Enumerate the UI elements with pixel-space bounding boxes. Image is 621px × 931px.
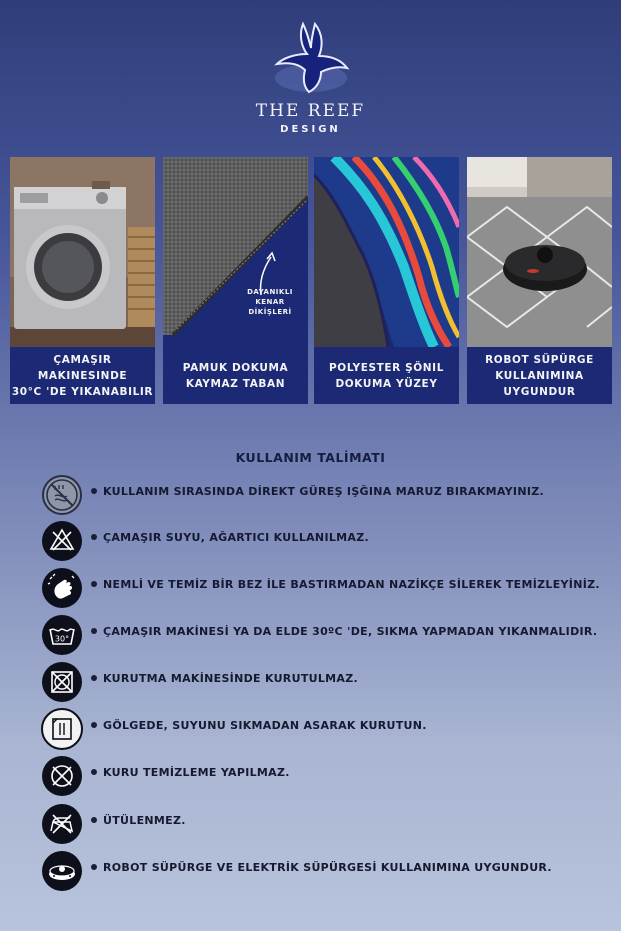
feature-card-label-line2: KULLANIMINA UYGUNDUR [495, 369, 584, 398]
feature-card-cotton-base [163, 157, 308, 404]
drip-dry-shade-icon [41, 708, 83, 750]
rug-backing-photo [163, 157, 308, 347]
bullet-icon [91, 534, 97, 540]
instruction-item [41, 474, 601, 516]
instruction-text: NEMLİ VE TEMİZ BİR BEZ İLE BASTIRMADAN NAZİKÇE SİLEREK TEMİZLEYİNİZ. [103, 578, 600, 591]
feature-card-label-line2: 30°C 'DE YIKANABILIR [11, 385, 154, 398]
instruction-item [41, 708, 601, 750]
wash-30-icon [41, 614, 83, 656]
whale-tail-logo-icon [269, 18, 353, 98]
feature-card-robot-vacuum [467, 157, 612, 404]
bullet-icon [91, 488, 97, 494]
instruction-item [41, 520, 601, 562]
bullet-icon [91, 581, 97, 587]
brand-subtitle: DESIGN [280, 124, 341, 135]
feature-card-label-line1: ÇAMAŞIR MAKINESINDE [37, 353, 128, 382]
instructions-title: KULLANIM TALİMATI [235, 450, 386, 465]
stitching-annotation-line1: DAYANIKLI [247, 288, 293, 296]
instruction-item [41, 614, 601, 656]
instruction-text: ROBOT SÜPÜRGE VE ELEKTRİK SÜPÜRGESİ KULLANIMINA UYGUNDUR. [103, 861, 552, 874]
bullet-icon [91, 722, 97, 728]
instruction-text: ÜTÜLENMEZ. [103, 814, 186, 827]
feature-card-polyester-surface [314, 157, 459, 404]
no-bleach-icon [41, 520, 83, 562]
instruction-text: ÇAMAŞIR SUYU, AĞARTICI KULLANILMAZ. [103, 531, 369, 544]
feature-card-washable [10, 157, 155, 404]
instruction-item [41, 755, 601, 797]
instruction-item [41, 850, 601, 892]
brand-name: THE REEF [255, 101, 366, 121]
instruction-item [41, 567, 601, 609]
stitching-annotation [235, 287, 305, 317]
feature-card-label [10, 347, 155, 404]
instruction-item [41, 803, 601, 845]
feature-cards [10, 157, 612, 404]
bullet-icon [91, 817, 97, 823]
bullet-icon [91, 864, 97, 870]
feature-card-label-line1: PAMUK DOKUMA [182, 361, 289, 374]
bullet-icon [91, 769, 97, 775]
feature-card-label [314, 347, 459, 404]
bullet-icon [91, 675, 97, 681]
brand-logo [0, 18, 621, 136]
feature-card-label-line1: ROBOT SÜPÜRGE [485, 353, 594, 366]
no-dry-clean-icon [41, 755, 83, 797]
bullet-icon [91, 628, 97, 634]
no-iron-icon [41, 803, 83, 845]
instruction-text: GÖLGEDE, SUYUNU SIKMADAN ASARAK KURUTUN. [103, 719, 427, 732]
feature-card-label-line1: POLYESTER ŞÖNIL [329, 361, 444, 374]
robot-vacuum-icon [41, 850, 83, 892]
svg-text:30°: 30° [54, 634, 70, 644]
washing-machine-photo [10, 157, 155, 347]
instruction-text: KURUTMA MAKİNESİNDE KURUTULMAZ. [103, 672, 358, 685]
instruction-text: ÇAMAŞIR MAKİNESİ YA DA ELDE 30ºC 'DE, SIKMA YAPMADAN YIKANMALIDIR. [103, 625, 598, 638]
marble-rug-surface-photo [314, 157, 459, 347]
feature-card-label [163, 347, 308, 404]
robot-vacuum-photo [467, 157, 612, 347]
stitching-annotation-line2: KENAR DİKİŞLERİ [248, 298, 292, 316]
no-direct-sunlight-icon [41, 474, 83, 516]
instruction-item [41, 661, 601, 703]
instruction-text: KURU TEMİZLEME YAPILMAZ. [103, 766, 290, 779]
instruction-text: KULLANIM SIRASINDA DİREKT GÜREŞ IŞĞINA MARUZ BIRAKMAYINIZ. [103, 485, 544, 498]
feature-card-label-line2: KAYMAZ TABAN [185, 377, 286, 390]
feature-card-label [467, 347, 612, 404]
no-tumble-dry-icon [41, 661, 83, 703]
gentle-wipe-icon [41, 567, 83, 609]
feature-card-label-line2: DOKUMA YÜZEY [335, 377, 438, 390]
